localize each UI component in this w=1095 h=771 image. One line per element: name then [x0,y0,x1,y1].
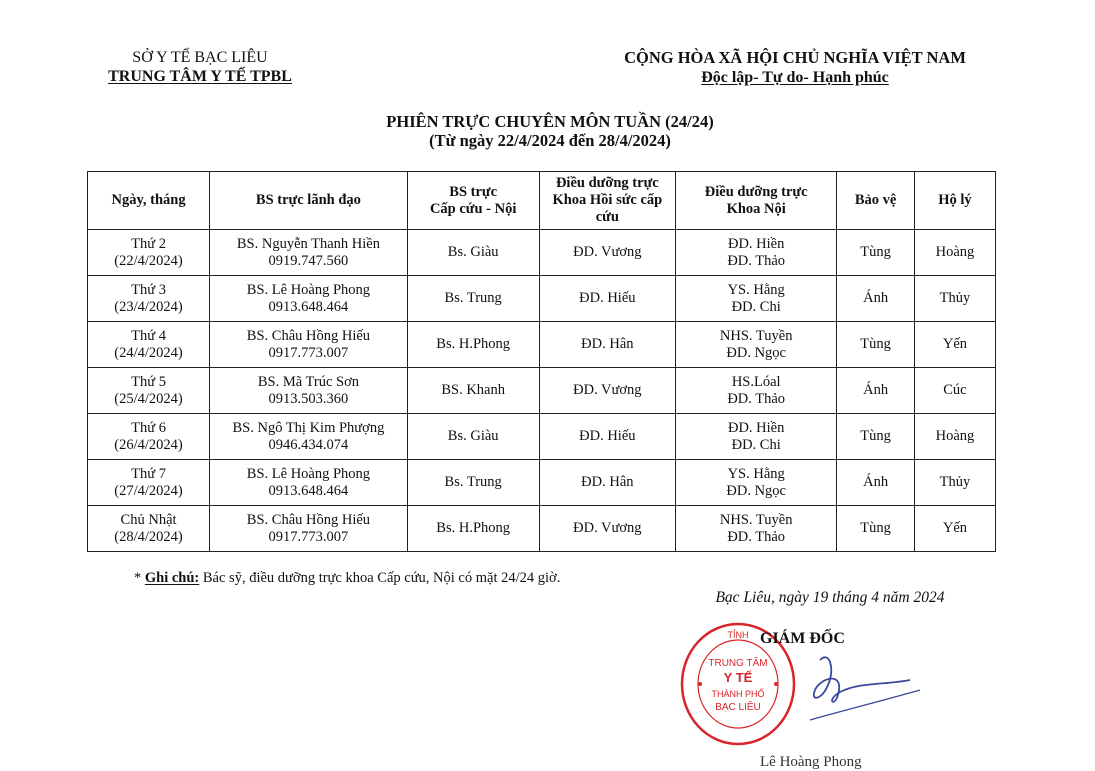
doctor-cell [407,414,539,460]
cell-text: HS.Lóal [731,373,781,390]
guard-cell [837,276,915,322]
column-header [88,172,210,230]
column-header-line: Khoa Hồi sức cấp [552,192,663,208]
cell-text: Chủ Nhật [120,511,177,528]
column-header-line: Điều dưỡng trực [704,183,808,200]
director-title: GIÁM ĐỐC [760,630,845,647]
guard-cell [837,322,915,368]
header-right [585,48,1005,88]
cell-text: Thứ 6 [131,419,166,436]
date-cell [88,368,210,414]
table-row [88,322,996,368]
cell-text: ĐD. Thảo [727,390,786,407]
guard-cell [837,230,915,276]
cell-text: 0919.747.560 [268,252,349,269]
footnote-prefix: * [134,570,145,586]
column-header-line: Khoa Nội [726,200,786,217]
doctor-cell [407,230,539,276]
cell-text: BS. Lê Hoàng Phong [246,465,371,482]
table-body [88,230,996,552]
cell-text: ĐD. Chi [731,436,781,453]
cell-text: NHS. Tuyền [719,327,793,344]
cell-text: 0917.773.007 [268,344,349,361]
cell-text: Bs. Trung [444,290,502,306]
seal-line-4: BẠC LIÊU [715,702,761,713]
cell-text: Tùng [860,336,891,352]
doctor-cell [407,322,539,368]
cell-text: ĐD. Hiếu [579,290,636,306]
cell-text: BS. Ngô Thị Kim Phượng [232,419,385,436]
orderly-cell [914,230,995,276]
cell-text: (24/4/2024) [114,344,183,361]
orderly-cell [914,322,995,368]
column-header [407,172,539,230]
cell-text: ĐD. Thảo [727,528,786,545]
cell-text: Cúc [943,382,967,398]
cell-text: Bs. H.Phong [436,520,511,536]
cell-text: NHS. Tuyền [719,511,793,528]
column-header [837,172,915,230]
cell-text: BS. Mã Trúc Sơn [257,373,359,390]
table-row [88,506,996,552]
cell-text: BS. Châu Hồng Hiếu [246,327,371,344]
doctor-cell [407,506,539,552]
cell-text: Thứ 2 [131,235,166,252]
cell-text: ĐD. Hiền [727,235,785,252]
national-motto: Độc lập- Tự do- Hạnh phúc [701,69,889,86]
cell-text: Bs. H.Phong [436,336,511,352]
table-row [88,414,996,460]
column-header-line: Cấp cứu - Nội [429,200,517,217]
orderly-cell [914,276,995,322]
table-row [88,368,996,414]
signer-name: Lê Hoàng Phong [760,754,862,770]
column-header-line: Ngày, tháng [111,192,186,208]
nation-name: CỘNG HÒA XÃ HỘI CHỦ NGHĨA VIỆT NAM [624,48,966,67]
seal-line-3: THÀNH PHỐ [711,689,765,699]
cell-text: ĐD. Hân [581,336,634,352]
cell-text: Thứ 4 [131,327,166,344]
leader-cell [210,460,408,506]
internal-nurse-cell [676,230,837,276]
orderly-cell [914,368,995,414]
cell-text: ĐD. Chi [731,298,781,315]
cell-text: ĐD. Thảo [727,252,786,269]
cell-text: Thứ 5 [131,373,166,390]
leader-cell [210,506,408,552]
table-row [88,460,996,506]
column-header-line: cứu [595,209,619,225]
icu-nurse-cell [539,460,676,506]
department-name: SỞ Y TẾ BẠC LIÊU [132,49,268,66]
cell-text: Bs. Giàu [447,428,499,444]
cell-text: (26/4/2024) [114,436,183,453]
cell-text: ĐD. Vương [573,244,642,260]
document-title [250,112,850,150]
cell-text: (28/4/2024) [114,528,183,545]
cell-text: ĐD. Hân [581,474,634,490]
internal-nurse-cell [676,460,837,506]
icu-nurse-cell [539,368,676,414]
column-header [914,172,995,230]
guard-cell [837,414,915,460]
guard-cell [837,368,915,414]
cell-text: Bs. Giàu [447,244,499,260]
orderly-cell [914,460,995,506]
cell-text: YS. Hằng [727,465,785,482]
cell-text: 0913.648.464 [268,482,349,499]
cell-text: BS. Châu Hồng Hiếu [246,511,371,528]
duty-roster-table [87,171,996,552]
cell-text: Ánh [863,474,889,490]
footnote-label: Ghi chú: [144,570,200,586]
cell-text: 0913.648.464 [268,298,349,315]
cell-text: Bs. Trung [444,474,502,490]
icu-nurse-cell [539,506,676,552]
cell-text: (25/4/2024) [114,390,183,407]
header-row [88,172,996,230]
internal-nurse-cell [676,506,837,552]
table-row [88,230,996,276]
place-date: Bạc Liêu, ngày 19 tháng 4 năm 2024 [715,589,945,606]
leader-cell [210,276,408,322]
column-header-line: BS trực lãnh đạo [255,192,361,208]
date-cell [88,506,210,552]
column-header-line: Điều dưỡng trực [555,175,659,191]
guard-cell [837,506,915,552]
cell-text: ĐD. Vương [573,520,642,536]
cell-text: Ánh [863,382,889,398]
cell-text: ĐD. Ngọc [726,482,786,499]
seal-line-1: TRUNG TÂM [708,658,768,669]
cell-text: Hoàng [935,244,975,260]
cell-text: (27/4/2024) [114,482,183,499]
cell-text: (23/4/2024) [114,298,183,315]
column-header [539,172,676,230]
guard-cell [837,460,915,506]
internal-nurse-cell [676,368,837,414]
cell-text: ĐD. Vương [573,382,642,398]
date-cell [88,230,210,276]
column-header [676,172,837,230]
orderly-cell [914,506,995,552]
column-header-line: BS trực [449,183,498,200]
cell-text: (22/4/2024) [114,252,183,269]
cell-text: 0917.773.007 [268,528,349,545]
cell-text: Hoàng [935,428,975,444]
cell-text: Thứ 7 [131,465,166,482]
cell-text: Tùng [860,520,891,536]
table-header [88,172,996,230]
column-header [210,172,408,230]
cell-text: Ánh [863,290,889,306]
date-cell [88,322,210,368]
cell-text: Thủy [939,290,971,306]
cell-text: Thủy [939,474,971,490]
cell-text: 0913.503.360 [268,390,349,407]
header-left [80,48,320,86]
cell-text: BS. Nguyễn Thanh Hiền [236,235,380,252]
leader-cell [210,322,408,368]
handwritten-signature [790,640,930,730]
cell-text: ĐD. Ngọc [726,344,786,361]
icu-nurse-cell [539,322,676,368]
cell-text: BS. Khanh [441,382,505,398]
date-cell [88,276,210,322]
cell-text: Tùng [860,244,891,260]
doctor-cell [407,368,539,414]
table-row [88,276,996,322]
cell-text: Thứ 3 [131,281,166,298]
icu-nurse-cell [539,276,676,322]
leader-cell [210,414,408,460]
leader-cell [210,230,408,276]
cell-text: Yến [942,336,968,352]
footnote-text: Bác sỹ, điều dưỡng trực khoa Cấp cứu, Nội có mặt 24/24 giờ. [199,570,561,586]
title-line-1: PHIÊN TRỰC CHUYÊN MÔN TUẦN (24/24) [386,112,714,131]
internal-nurse-cell [676,322,837,368]
footnote [134,570,560,587]
cell-text: BS. Lê Hoàng Phong [246,281,371,298]
doctor-cell [407,460,539,506]
cell-text: ĐD. Hiền [727,419,785,436]
title-line-2: (Từ ngày 22/4/2024 đến 28/4/2024) [429,131,671,150]
cell-text: Tùng [860,428,891,444]
seal-outer-text: TỈNH [727,630,749,640]
cell-text: ĐD. Hiếu [579,428,636,444]
date-cell [88,414,210,460]
column-header-line: Hộ lý [938,192,972,208]
seal-line-2: Y TẾ [723,670,753,685]
cell-text: Yến [942,520,968,536]
cell-text: 0946.434.074 [268,436,349,453]
internal-nurse-cell [676,276,837,322]
column-header-line: Bảo vệ [854,192,897,208]
icu-nurse-cell [539,230,676,276]
date-cell [88,460,210,506]
orderly-cell [914,414,995,460]
doctor-cell [407,276,539,322]
internal-nurse-cell [676,414,837,460]
organization-name: TRUNG TÂM Y TẾ TPBL [108,68,292,85]
cell-text: YS. Hằng [727,281,785,298]
icu-nurse-cell [539,414,676,460]
leader-cell [210,368,408,414]
